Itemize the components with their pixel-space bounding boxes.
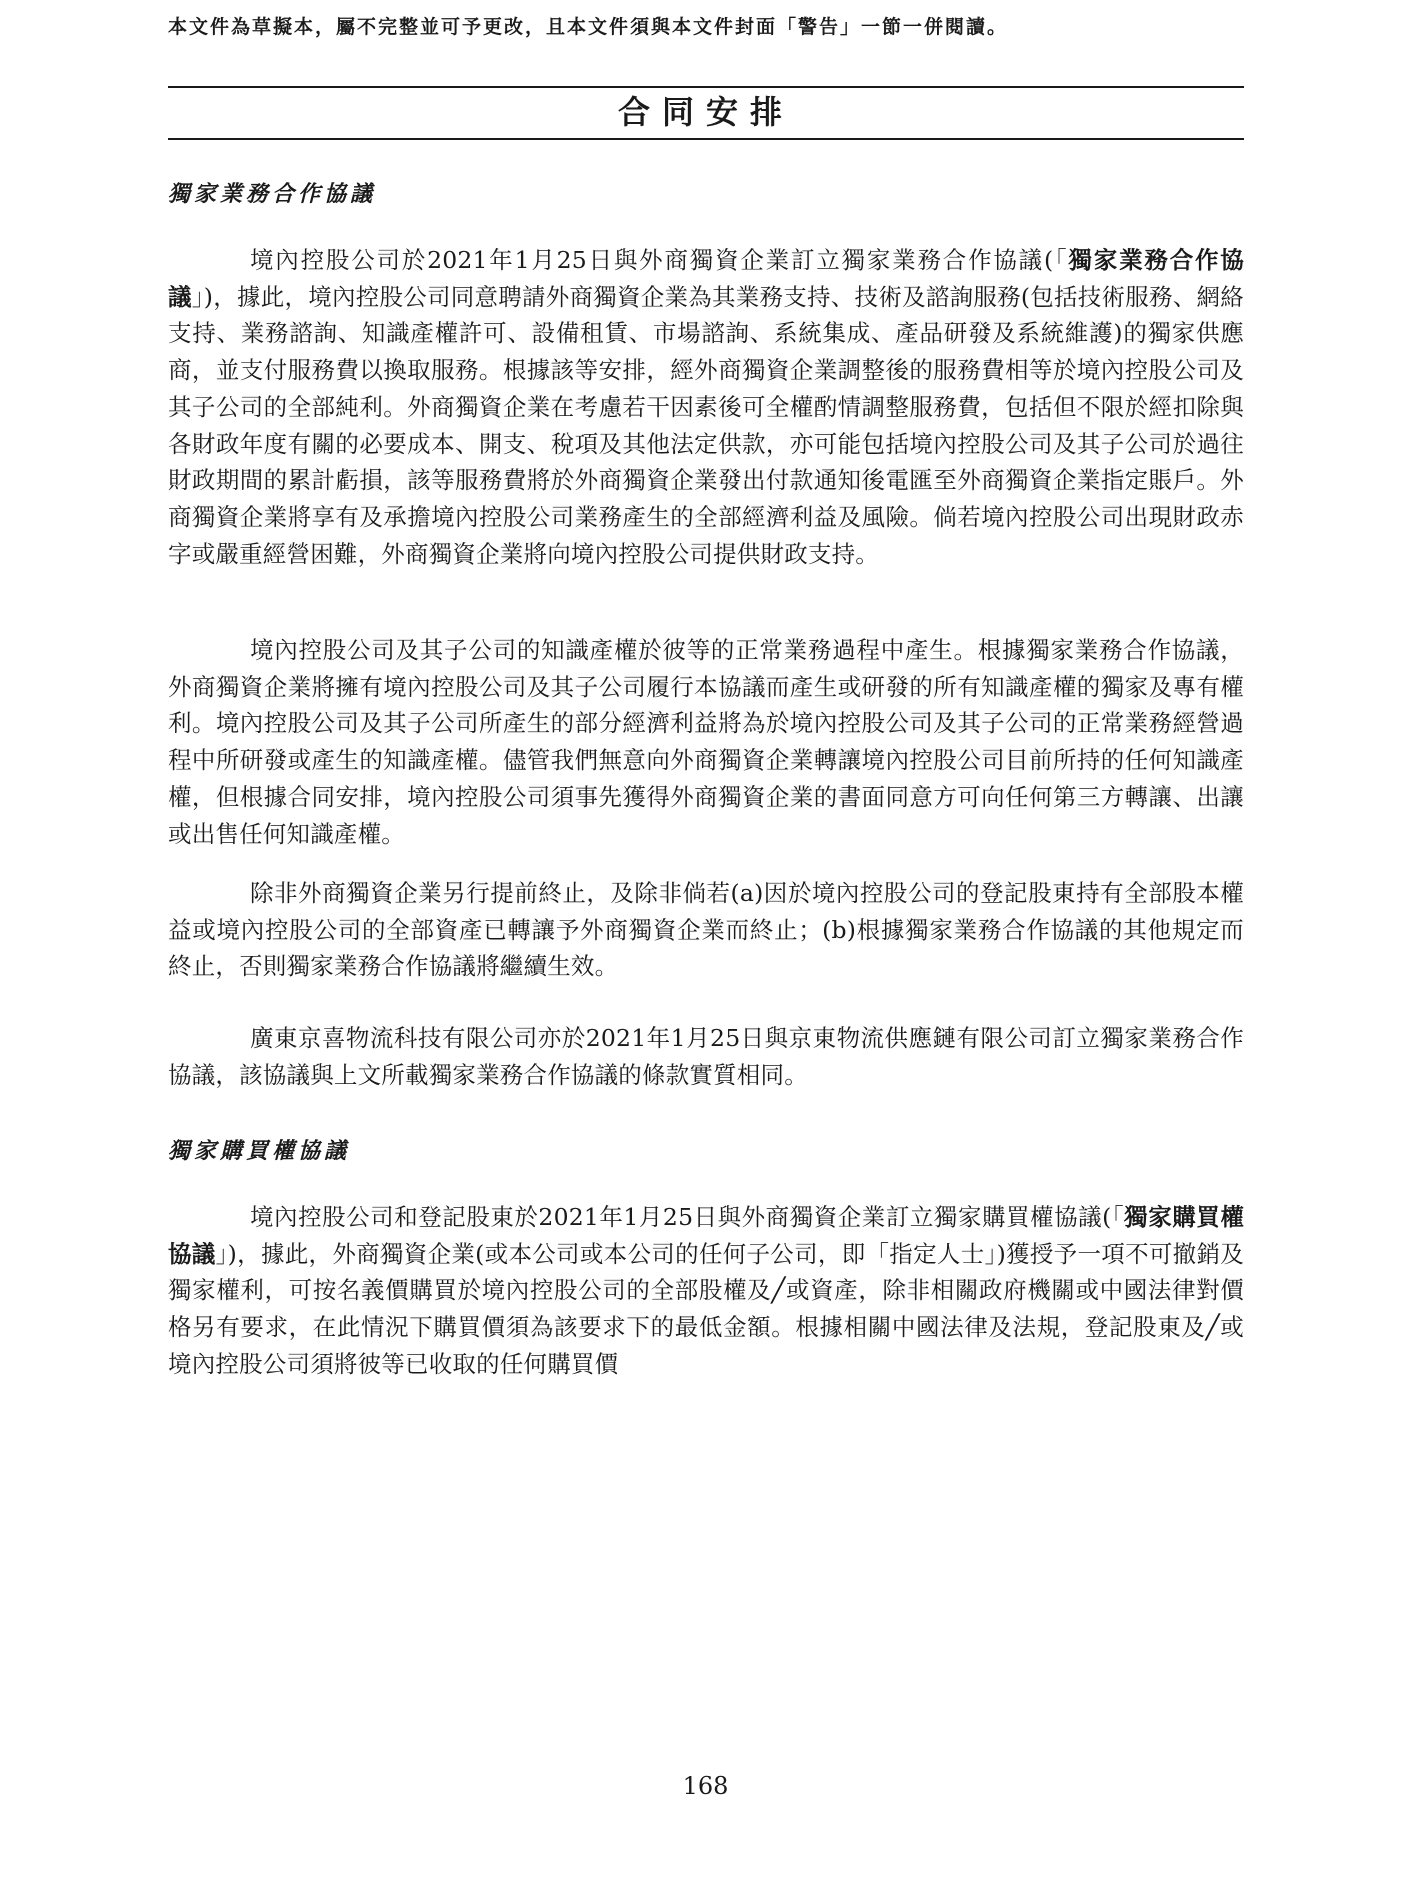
paragraph-text-after: 」)，據此，境內控股公司同意聘請外商獨資企業為其業務支持、技術及諮詢服務(包括技術服務、網絡支持、業務諮詢、知識產權許可、設備租賃、市場諮詢、系統集成、產品研發及系統維護)的獨家供應商，並支付服務費以換取服務。根據該等安排，經外商獨資企業調整後的服務費相等於境內控股公司及其子公司的全部純利。外商獨資企業在考慮若干因素後可全權酌情調整服務費，包括但不限於經扣除與各財政年度有關的必要成本、開支、稅項及其他法定供款，亦可能包括境內控股公司及其子公司於過往財政期間的累計虧損，該等服務費將於外商獨資企業發出付款通知後電匯至外商獨資企業指定賬戶。外商獨資企業將享有及承擔境內控股公司業務產生的全部經濟利益及風險。倘若境內控股公司出現財政赤字或嚴重經營困難，外商獨資企業將向境內控股公司提供財政支持。: [168, 282, 1244, 568]
page-title: 合同安排: [617, 93, 794, 131]
title-rule-top: [168, 86, 1244, 88]
defined-term: 獨家業務合作協議: [168, 246, 1245, 311]
paragraph-text-after: 」)，據此，外商獨資企業(或本公司或本公司的任何子公司，即「指定人士」)獲授予一項不可撤銷及獨家權利，可按名義價購買於境內控股公司的全部股權及╱或資產，除非相關政府機關或中國法律對價格另有要求，在此情況下購買價須為該要求下的最低金額。根據相關中國法律及法規，登記股東及╱或境內控股公司須將彼等已收取的任何購買價: [168, 1239, 1244, 1378]
title-rule-bottom: [168, 138, 1244, 140]
draft-warning: 本文件為草擬本，屬不完整並可予更改，且本文件須與本文件封面「警告」一節一併閱讀。: [168, 16, 1009, 38]
paragraph-business-cooperation-1: [168, 242, 1244, 572]
page-number: 168: [682, 1772, 729, 1800]
paragraph-purchase-option-1: [168, 1199, 1244, 1383]
section-heading-exclusive-purchase-option: 獨家購買權協議: [168, 1138, 351, 1164]
paragraph-business-cooperation-4: 廣東京喜物流科技有限公司亦於2021年1月25日與京東物流供應鏈有限公司訂立獨家業務合作協議，該協議與上文所載獨家業務合作協議的條款實質相同。: [168, 1024, 1244, 1089]
section-heading-exclusive-business-cooperation: 獨家業務合作協議: [168, 181, 377, 207]
paragraph-text-before: 境內控股公司和登記股東於2021年1月25日與外商獨資企業訂立獨家購買權協議(「: [250, 1203, 1125, 1231]
defined-term: 獨家購買權協議: [168, 1203, 1245, 1268]
paragraph-business-cooperation-3: 除非外商獨資企業另行提前終止，及除非倘若(a)因於境內控股公司的登記股東持有全部股本權益或境內控股公司的全部資產已轉讓予外商獨資企業而終止；(b)根據獨家業務合作協議的其他規定而終止，否則獨家業務合作協議將繼續生效。: [168, 879, 1244, 981]
paragraph-business-cooperation-2: 境內控股公司及其子公司的知識產權於彼等的正常業務過程中產生。根據獨家業務合作協議，外商獨資企業將擁有境內控股公司及其子公司履行本協議而產生或研發的所有知識產權的獨家及專有權利。境內控股公司及其子公司所產生的部分經濟利益將為於境內控股公司及其子公司的正常業務經營過程中所研發或產生的知識產權。儘管我們無意向外商獨資企業轉讓境內控股公司目前所持的任何知識產權，但根據合同安排，境內控股公司須事先獲得外商獨資企業的書面同意方可向任何第三方轉讓、出讓或出售任何知識產權。: [168, 636, 1244, 848]
paragraph-text-before: 境內控股公司於2021年1月25日與外商獨資企業訂立獨家業務合作協議(「: [250, 246, 1069, 274]
